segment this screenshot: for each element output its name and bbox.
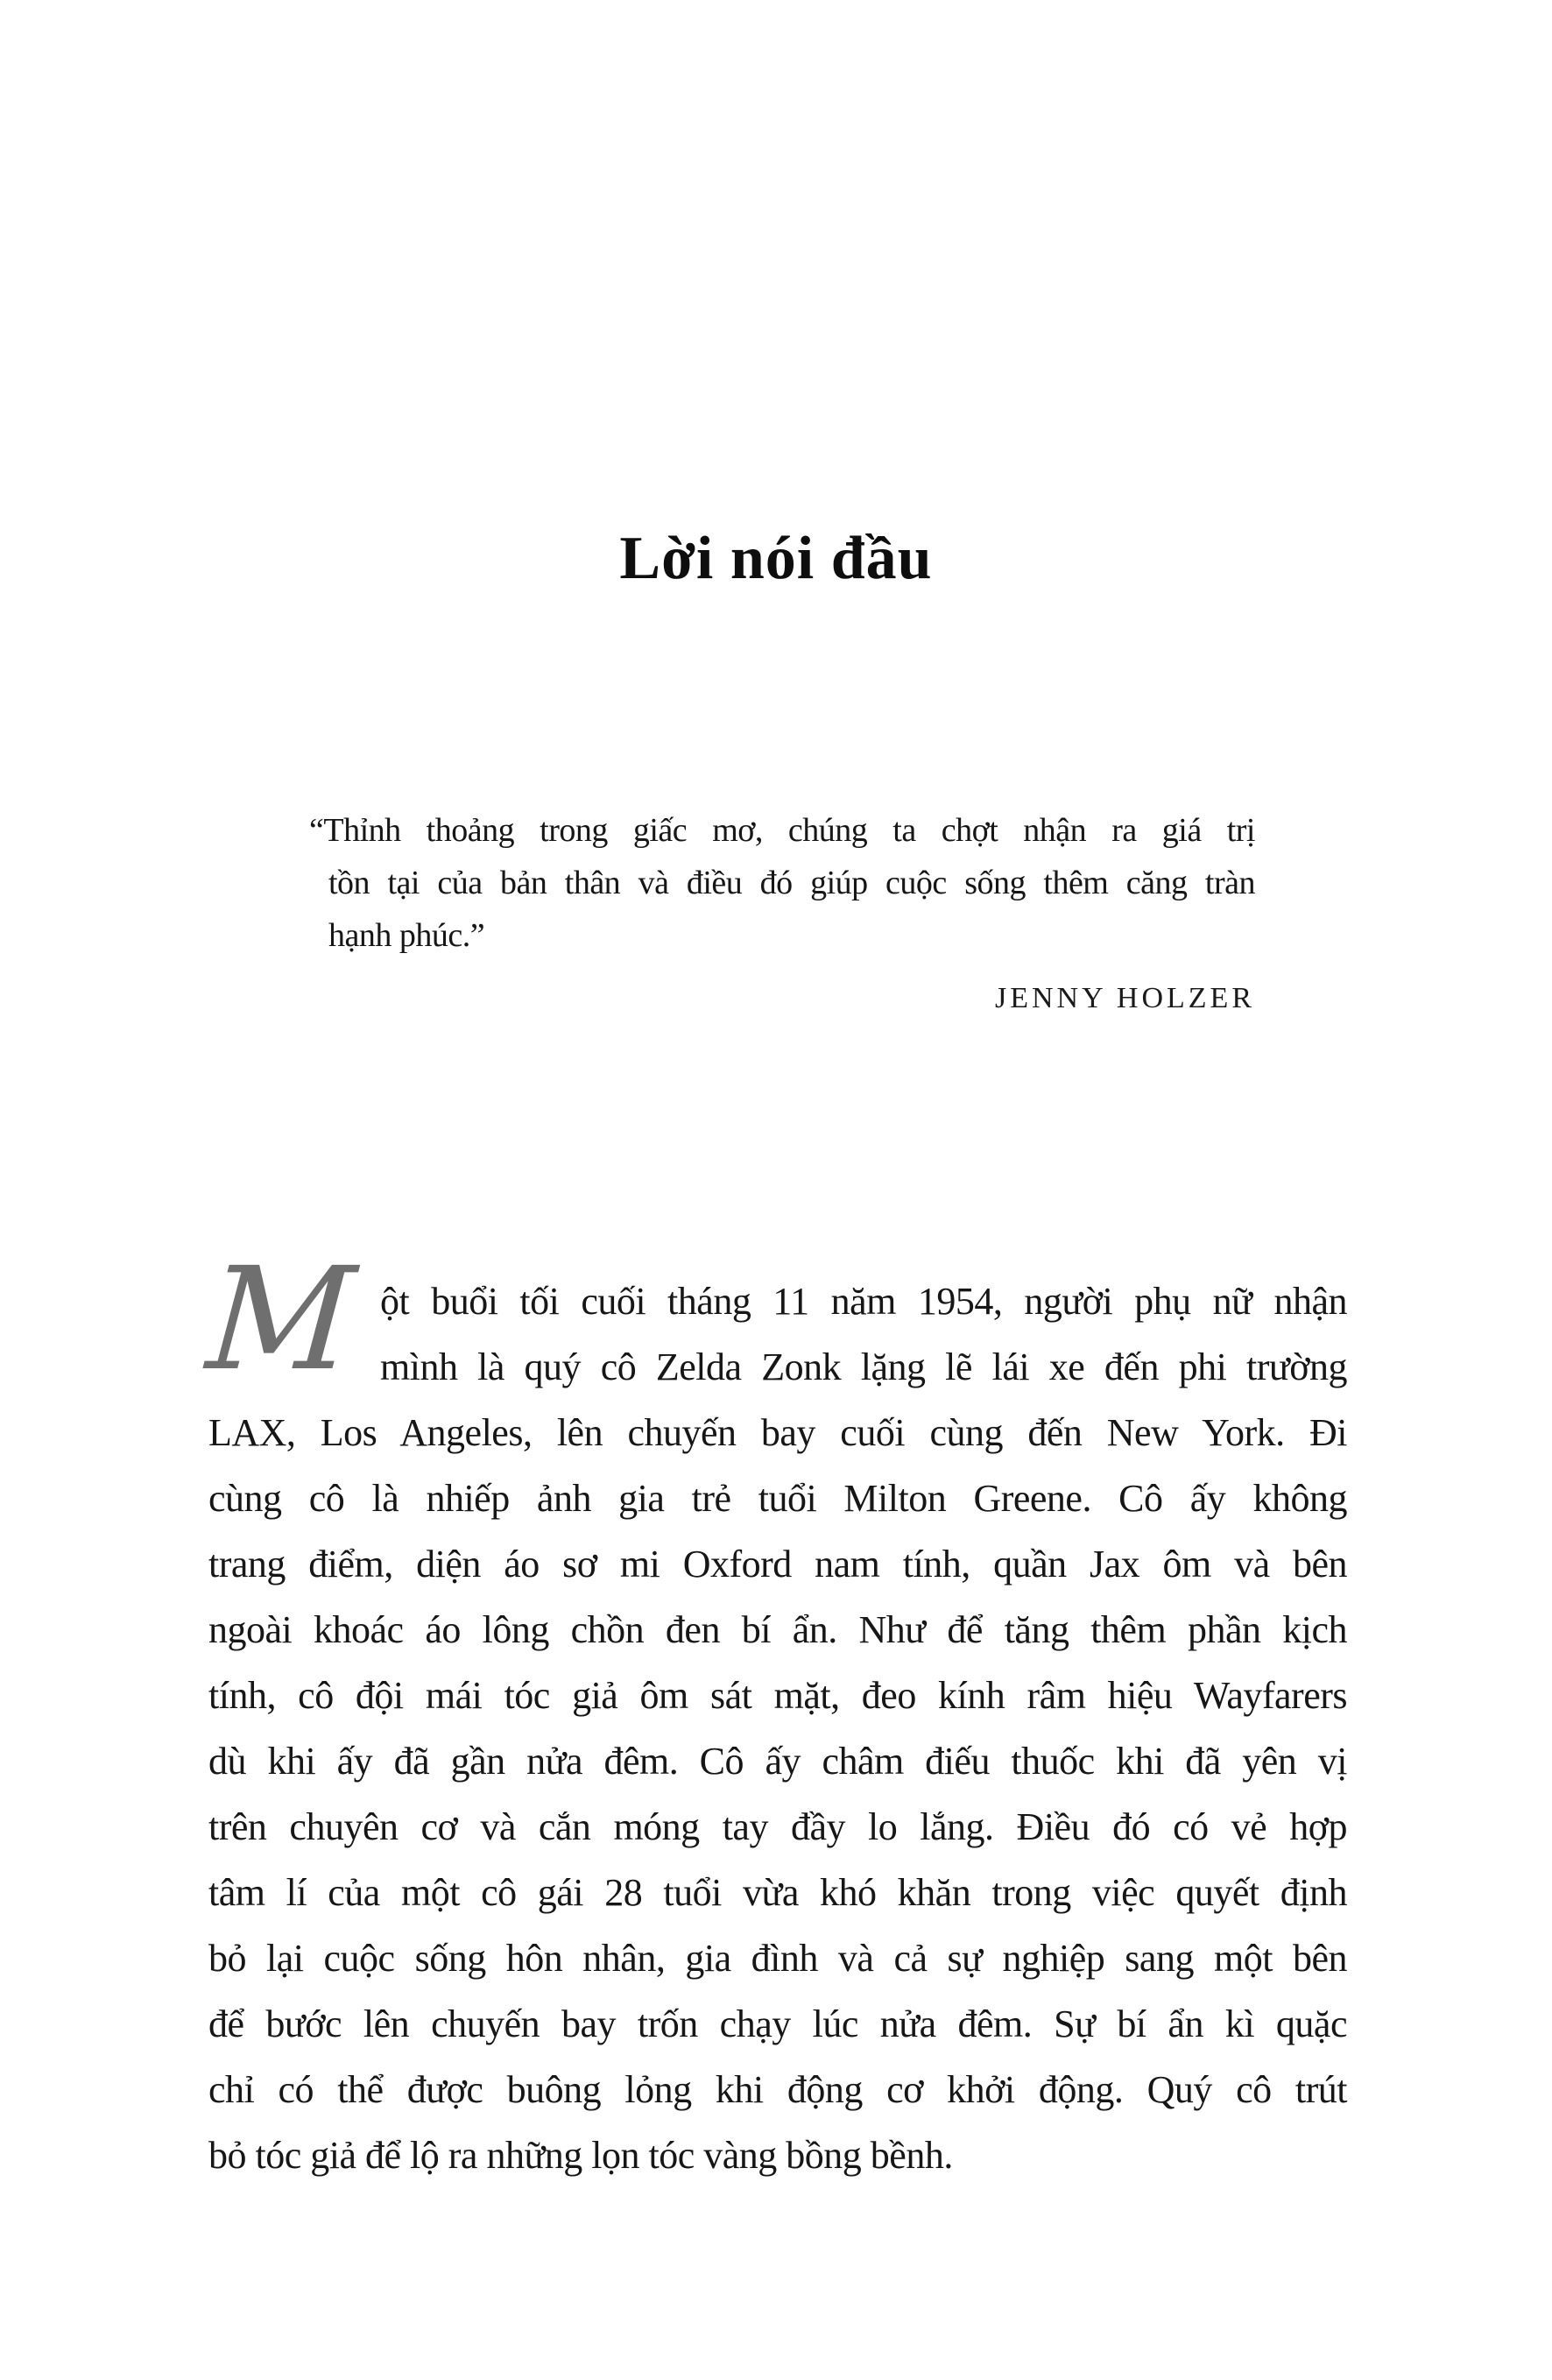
body-line: để bước lên chuyến bay trốn chạy lúc nửa đêm. Sự bí ẩn kì quặc <box>208 2002 1347 2045</box>
body-line: trên chuyên cơ và cắn móng tay đầy lo lắng. Điều đó có vẻ hợp <box>208 1805 1347 1848</box>
body-line: LAX, Los Angeles, lên chuyến bay cuối cùng đến New York. Đi <box>208 1411 1347 1454</box>
body-line: tâm lí của một cô gái 28 tuổi vừa khó khăn trong việc quyết định <box>208 1871 1347 1914</box>
body-line: cùng cô là nhiếp ảnh gia trẻ tuổi Milton Greene. Cô ấy không <box>208 1477 1347 1520</box>
body-line: ngoài khoác áo lông chồn đen bí ẩn. Như để tăng thêm phần kịch <box>208 1608 1347 1651</box>
page-title: Lời nói đầu <box>619 524 933 592</box>
body-line: bỏ tóc giả để lộ ra những lọn tóc vàng bồng bềnh. <box>208 2134 953 2177</box>
epigraph-quote <box>309 804 1255 962</box>
body-line: chỉ có thể được buông lỏng khi động cơ khởi động. Quý cô trút <box>208 2068 1347 2111</box>
quote-line: hạnh phúc.” <box>328 917 485 954</box>
body-paragraph <box>202 1238 1347 2188</box>
body-line: tính, cô đội mái tóc giả ôm sát mặt, đeo kính râm hiệu Wayfarers <box>208 1674 1347 1717</box>
body-line: bỏ lại cuộc sống hôn nhân, gia đình và cả sự nghiệp sang một bên <box>208 1937 1347 1980</box>
body-line: mình là quý cô Zelda Zonk lặng lẽ lái xe đến phi trường <box>380 1345 1347 1388</box>
body-line: dù khi ấy đã gần nửa đêm. Cô ấy châm điếu thuốc khi đã yên vị <box>208 1740 1347 1783</box>
drop-cap-letter: M <box>202 1238 359 1402</box>
body-line: trang điểm, diện áo sơ mi Oxford nam tính, quần Jax ôm và bên <box>208 1543 1347 1585</box>
quote-line: “Thỉnh thoảng trong giấc mơ, chúng ta chợt nhận ra giá trị <box>309 812 1255 849</box>
quote-line: tồn tại của bản thân và điều đó giúp cuộc sống thêm căng tràn <box>328 865 1255 901</box>
quote-attribution: JENNY HOLZER <box>995 982 1255 1014</box>
body-line: ột buổi tối cuối tháng 11 năm 1954, người phụ nữ nhận <box>380 1280 1347 1323</box>
